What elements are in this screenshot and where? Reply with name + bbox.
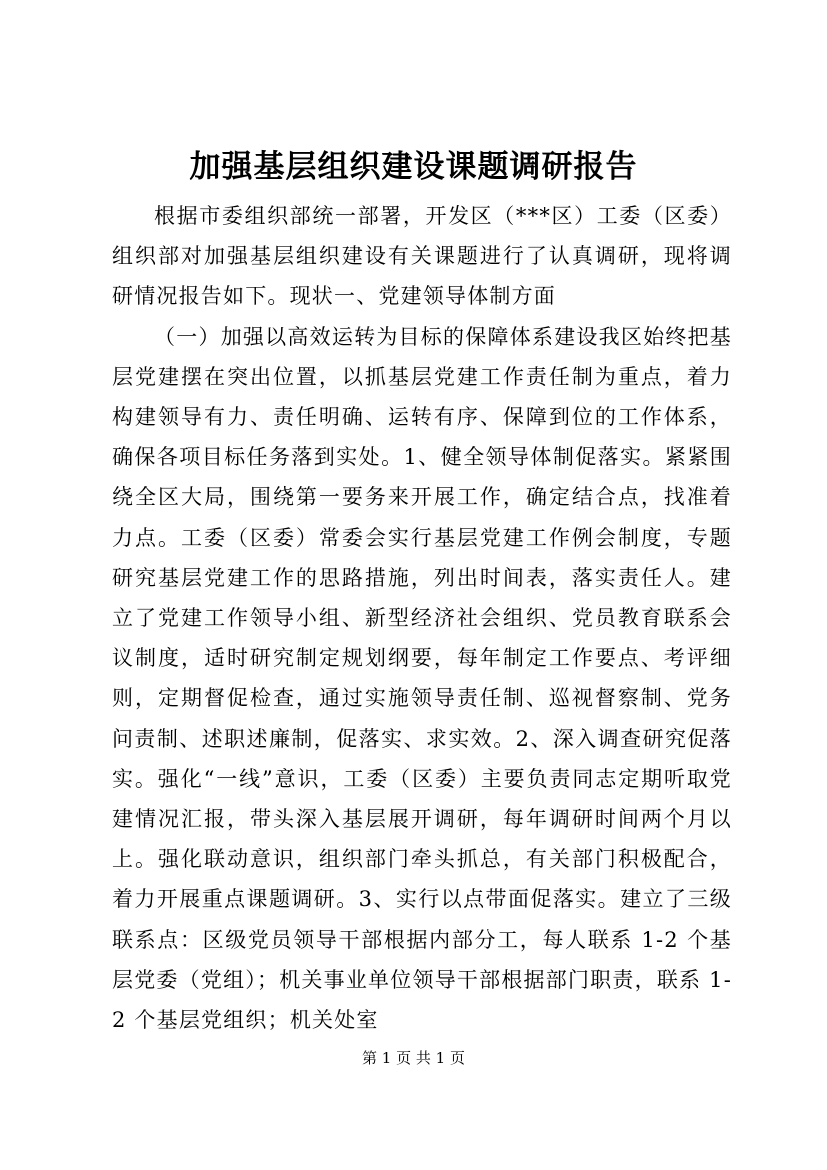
paragraph: （一）加强以高效运转为目标的保障体系建设我区始终把基层党建摆在突出位置，以抓基层党建工作责任制为重点，着力构建领导有力、责任明确、运转有序、保障到位的工作体系，确保各项目标任务落到实处。1、健全领导体制促落实。紧紧围绕全区大局，围绕第一要务来开展工作，确定结合点，找准着力点。工委（区委）常委会实行基层党建工作例会制度，专题研究基层党建工作的思路措施，列出时间表，落实责任人。建立了党建工作领导小组、新型经济社会组织、党员教育联系会议制度，适时研究制定规划纲要，每年制定工作要点、考评细则，定期督促检查，通过实施领导责任制、巡视督察制、党务问责制、述职述廉制，促落实、求实效。2、深入调查研究促落实。强化“一线”意识，工委（区委）主要负责同志定期听取党建情况汇报，带头深入基层展开调研，每年调研时间两个月以上。强化联动意识，组织部门牵头抓总，有关部门积极配合，着力开展重点课题调研。3、实行以点带面促落实。建立了三级联系点：区级党员领导干部根据内部分工，每人联系 1-2 个基层党委（党组）；机关事业单位领导干部根据部门职责，联系 1-2 个基层党组织；机关处室 [112,324,732,1033]
page-footer: 第 1 页 共 1 页 [362,1049,465,1067]
document-title: 加强基层组织建设课题调研报告 [189,149,638,185]
document-body [112,196,732,1040]
paragraph: 根据市委组织部统一部署，开发区（***区）工委（区委）组织部对加强基层组织建设有关课题进行了认真调研，现将调研情况报告如下。现状一、党建领导体制方面 [112,204,732,309]
